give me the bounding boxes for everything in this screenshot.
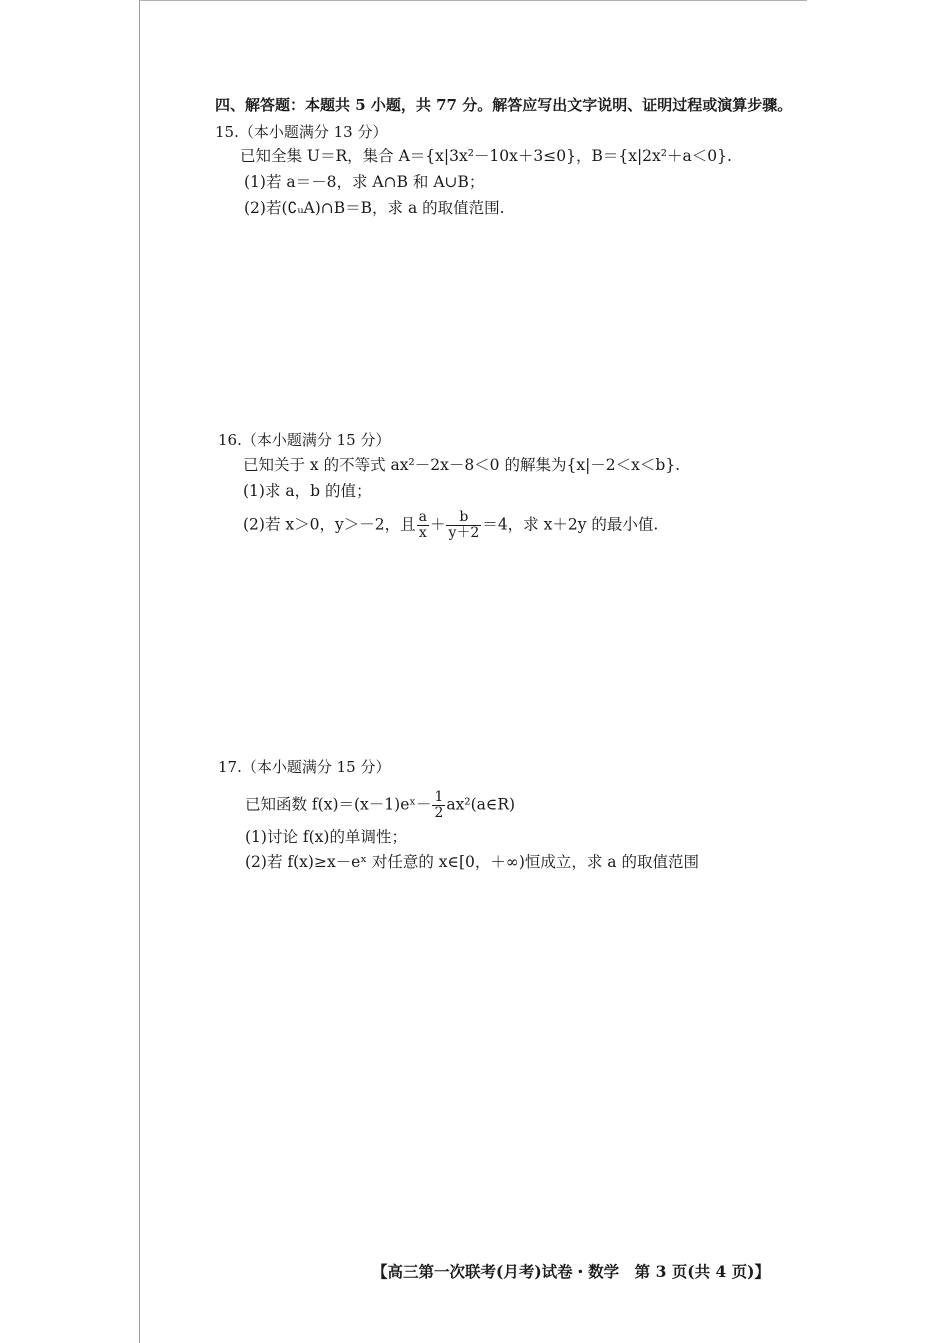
page-footer: 【高三第一次联考(月考)试卷・数学 第 3 页(共 4 页)】 (372, 1262, 770, 1281)
fraction-b-over-y-plus-2 (446, 510, 481, 541)
q17-stem (245, 790, 515, 821)
q16-part1: (1)求 a，b 的值； (243, 482, 372, 500)
q15-part1: (1)若 a＝－8，求 A∩B 和 A∪B； (244, 173, 485, 191)
plus-sign: ＋ (429, 515, 446, 534)
q15-header: 15.（本小题满分 13 分） (215, 123, 388, 141)
q17-header: 17.（本小题满分 15 分） (218, 758, 391, 776)
scan-border-top (139, 0, 807, 1)
q16-part2-suffix: ＝4，求 x＋2y 的最小值. (482, 515, 659, 534)
q16-header: 16.（本小题满分 15 分） (218, 431, 391, 449)
q16-part2 (243, 510, 658, 541)
q17-part2: (2)若 f(x)≥x－eˣ 对任意的 x∈[0，＋∞)恒成立，求 a 的取值范围 (245, 853, 699, 871)
q17-stem-suffix: ax²(a∈R) (446, 795, 516, 814)
q17-part1: (1)讨论 f(x)的单调性； (245, 828, 407, 846)
fraction-a-over-x (417, 510, 429, 541)
fraction-numerator: 1 (434, 789, 444, 805)
q17-stem-prefix: 已知函数 f(x)＝(x－1)eˣ－ (245, 795, 432, 814)
fraction-one-half (432, 790, 445, 821)
q15-part2: (2)若(∁ᵤA)∩B＝B，求 a 的取值范围. (244, 199, 505, 217)
scan-border-left (139, 0, 140, 1343)
q16-part2-prefix: (2)若 x＞0，y＞－2，且 (243, 515, 416, 534)
fraction-denominator: x (418, 525, 427, 541)
q16-stem: 已知关于 x 的不等式 ax²－2x－8＜0 的解集为{x|－2＜x＜b}. (243, 456, 681, 474)
fraction-denominator: 2 (434, 805, 444, 821)
section-heading: 四、解答题：本题共 5 小题，共 77 分。解答应写出文字说明、证明过程或演算步骤。 (215, 96, 793, 114)
q15-stem: 已知全集 U＝R，集合 A＝{x|3x²－10x＋3≤0}，B＝{x|2x²＋a＜0}. (240, 147, 732, 165)
fraction-denominator: y＋2 (448, 525, 480, 541)
fraction-numerator: a (418, 509, 427, 525)
fraction-numerator: b (446, 510, 481, 526)
